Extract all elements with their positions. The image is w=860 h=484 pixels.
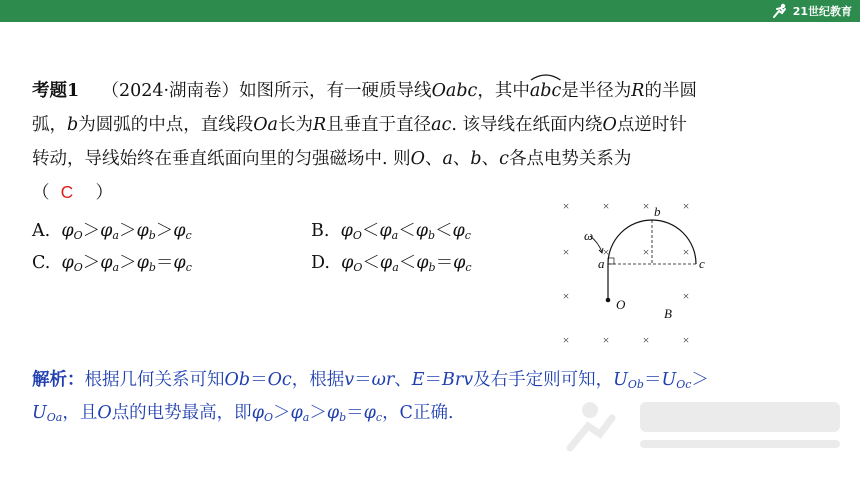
cross: × <box>562 333 570 347</box>
cross: × <box>562 245 570 259</box>
cross: × <box>602 333 610 347</box>
option-b: B. $\varphi_O<\varphi_a<\varphi_b<\varphi_c$ <box>311 221 471 242</box>
analysis-line-2: $U_{Oa}$，且O点的电势最高，即$\varphi_O>\varphi_a>\varphi_b=\varphi_c$，C正确. <box>32 403 454 424</box>
label-B: B <box>664 306 672 321</box>
problem-label: 考题1 <box>32 81 80 101</box>
problem-line-1: 考题1 （2024·湖南卷）如图所示，有一硬质导线Oabc，其中 abc是半径为R的半圆 <box>32 79 697 103</box>
pivot-O <box>606 298 611 303</box>
arc-mark-icon <box>530 73 561 81</box>
answer-line: （ C ） <box>32 182 114 203</box>
label-b: b <box>654 204 661 219</box>
answer-choice: C <box>60 182 74 202</box>
cross: × <box>642 245 650 259</box>
label-omega: ω <box>584 228 594 243</box>
label-O: O <box>616 297 626 312</box>
problem-line-2: 弧，b为圆弧的中点，直线段Oa长为R且垂直于直径ac. 该导线在纸面内绕O点逆时针 <box>32 115 687 135</box>
cross: × <box>562 199 570 213</box>
option-c: C. $\varphi_O>\varphi_a>\varphi_b=\varphi_c$ <box>32 253 192 274</box>
cross: × <box>642 333 650 347</box>
wire-diagram <box>548 196 728 356</box>
analysis-label: 解析： <box>32 370 85 390</box>
problem-source: （2024·湖南卷） <box>101 81 240 101</box>
option-a: A. $\varphi_O>\varphi_a>\varphi_b>\varphi_c$ <box>32 221 192 242</box>
label-c: c <box>699 256 705 271</box>
cross: × <box>602 245 610 259</box>
cross: × <box>682 333 690 347</box>
analysis-line-1: 解析：根据几何关系可知Ob＝Oc，根据v＝ωr、E＝Brv及右手定则可知，$U_{Ob}=U_{Oc}>$ <box>32 370 709 391</box>
option-d: D. $\varphi_O<\varphi_a<\varphi_b=\varphi_c$ <box>311 253 472 274</box>
cross: × <box>562 289 570 303</box>
cross: × <box>682 199 690 213</box>
arc-abc: abc <box>530 79 561 103</box>
field-crosses <box>563 199 690 347</box>
watermark-logo-icon <box>560 388 860 458</box>
problem-line-3: 转动，导线始终在垂直纸面向里的匀强磁场中. 则O、a、b、c各点电势关系为 <box>32 149 632 169</box>
brand-logo <box>771 1 852 21</box>
logo-text: 21世纪教育 <box>792 5 852 18</box>
label-a: a <box>598 256 605 271</box>
cross: × <box>642 199 650 213</box>
cross: × <box>602 199 610 213</box>
top-banner <box>0 0 860 22</box>
runner-logo-icon <box>771 3 789 19</box>
cross: × <box>682 289 690 303</box>
cross: × <box>682 245 690 259</box>
